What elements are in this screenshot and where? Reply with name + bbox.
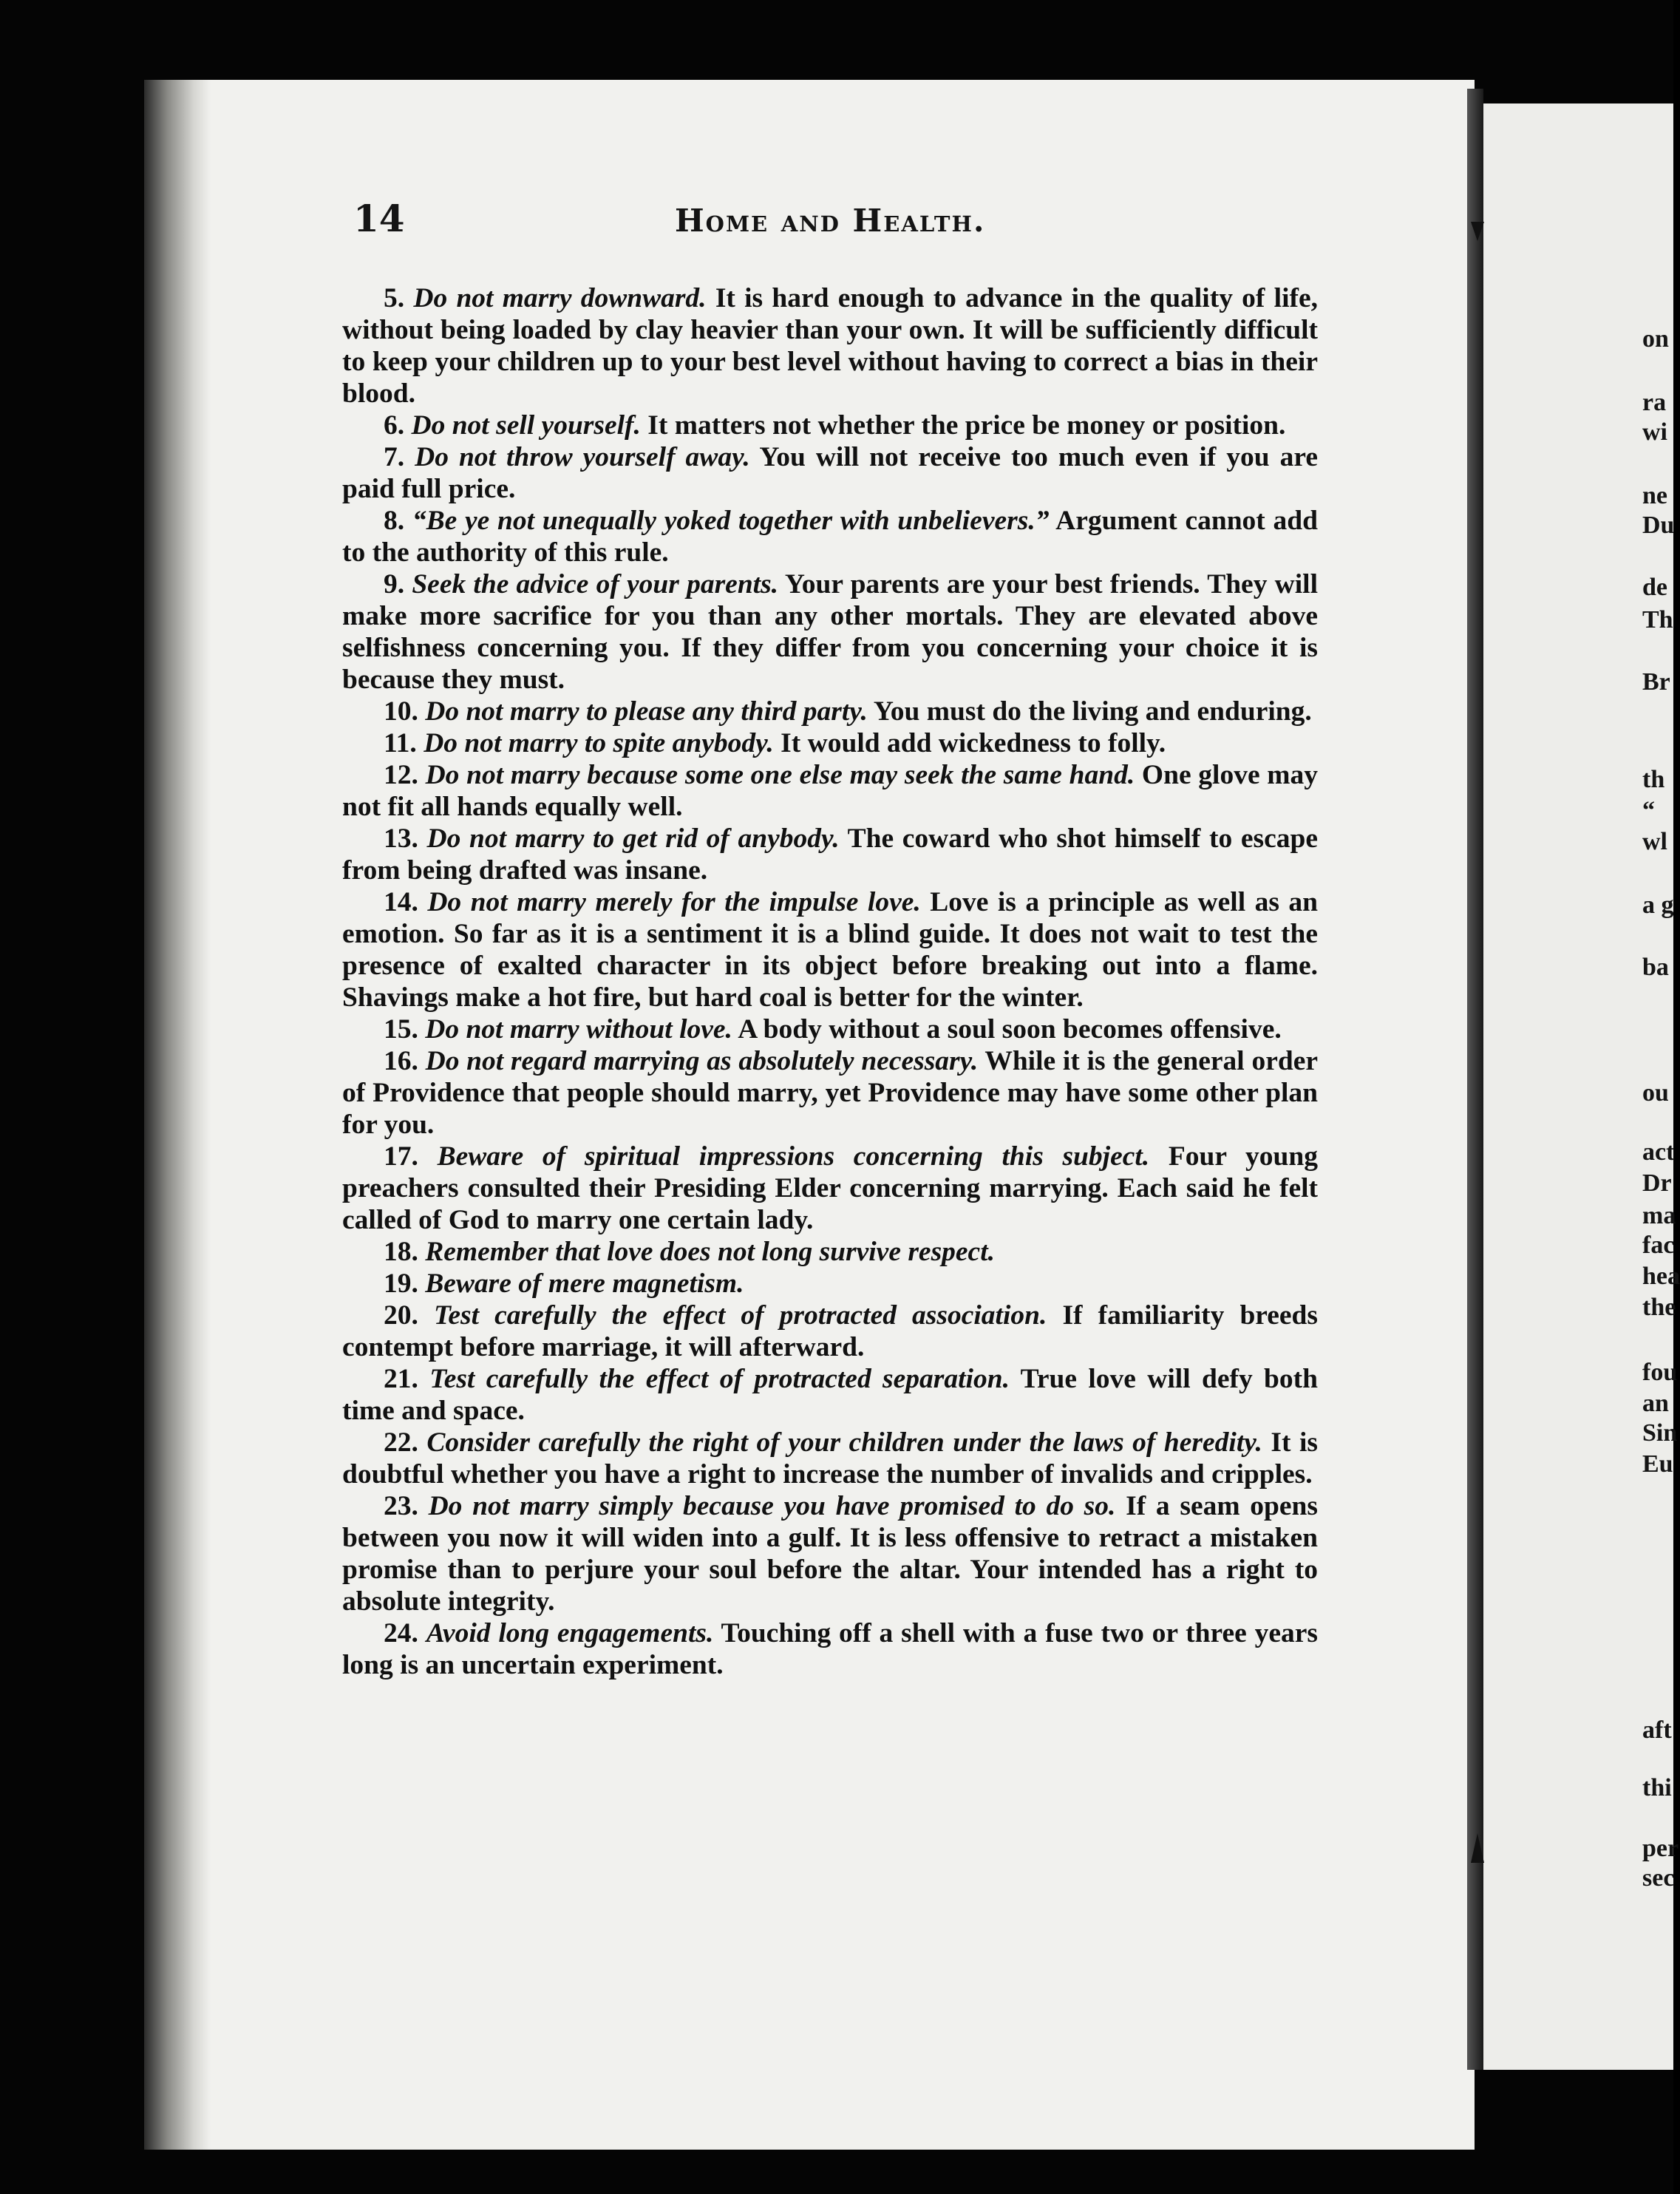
rule-paragraph bbox=[342, 410, 1318, 441]
rule-text: One glove may not fit all hands equally well. bbox=[342, 760, 1319, 822]
spine-marker bbox=[1471, 1833, 1484, 1863]
facing-page-fragment: a g bbox=[1642, 891, 1674, 919]
rule-number: 23. bbox=[384, 1491, 418, 1521]
rule-number: 10. bbox=[384, 696, 418, 727]
rule-heading: Test carefully the effect of protracted association. bbox=[433, 1300, 1047, 1331]
rule-paragraph bbox=[342, 1268, 1318, 1300]
rule-number: 17. bbox=[384, 1141, 418, 1172]
rule-paragraph bbox=[342, 1045, 1318, 1141]
rule-paragraph bbox=[342, 727, 1318, 759]
rule-text: If a seam opens between you now it will widen into a gulf. It is less offensive to retract a mistaken promise than to perjure your soul before the altar. Your intended has a right to absolute integrity. bbox=[342, 1491, 1318, 1617]
rule-text: You must do the living and enduring. bbox=[873, 696, 1312, 727]
rule-number: 22. bbox=[384, 1427, 418, 1458]
facing-page-fragment: ou bbox=[1642, 1079, 1669, 1107]
rule-text: It is hard enough to advance in the quality of life, without being loaded by clay heavier than your own. It will be sufficiently difficult to keep your children up to your best level without having to correct a bias in their blood. bbox=[342, 283, 1319, 409]
rule-number: 5. bbox=[384, 283, 405, 313]
rule-number: 18. bbox=[384, 1237, 418, 1267]
rule-text: Argument cannot add to the authority of this rule. bbox=[342, 506, 1318, 568]
rule-heading: Do not marry to spite anybody. bbox=[424, 728, 774, 758]
rule-paragraph bbox=[342, 886, 1318, 1013]
running-head: Home and Health. bbox=[675, 203, 986, 239]
rule-heading: Beware of mere magnetism. bbox=[425, 1268, 744, 1299]
facing-page-fragment: hea bbox=[1642, 1263, 1680, 1290]
rule-text: Four young preachers consulted their Presiding Elder concerning marrying. Each said he felt called of God to marry one certain lady. bbox=[342, 1141, 1318, 1235]
rule-heading: “Be ye not unequally yoked together with unbelievers.” bbox=[412, 506, 1050, 536]
facing-page-fragment: an bbox=[1642, 1390, 1669, 1417]
facing-page-fragment: act bbox=[1642, 1138, 1675, 1166]
facing-page-fragment: de bbox=[1642, 574, 1667, 601]
facing-page-fragment: Du bbox=[1642, 512, 1675, 539]
page-number: 14 bbox=[353, 197, 405, 240]
book-gutter bbox=[1467, 89, 1483, 2070]
facing-page-fragment: Br bbox=[1642, 668, 1670, 696]
facing-page-fragment: “ bbox=[1642, 797, 1655, 824]
facing-page-fragment: Eu bbox=[1642, 1450, 1673, 1478]
facing-page-fragment: Sin bbox=[1642, 1419, 1678, 1447]
rule-text: While it is the general order of Providence that people should marry, yet Providence may have some other plan for you. bbox=[342, 1046, 1318, 1140]
rule-paragraph bbox=[342, 1427, 1318, 1490]
facing-page-fragment: ra bbox=[1642, 389, 1667, 416]
rule-heading: Beware of spiritual impressions concerning this subject. bbox=[437, 1141, 1150, 1172]
rule-number: 8. bbox=[384, 506, 405, 536]
rule-text: You will not receive too much even if you are paid full price. bbox=[342, 442, 1319, 504]
rule-paragraph bbox=[342, 759, 1318, 823]
facing-page-fragment: Dr bbox=[1642, 1169, 1672, 1197]
rule-number: 11. bbox=[384, 728, 417, 758]
rule-paragraph bbox=[342, 1013, 1318, 1045]
rule-paragraph bbox=[342, 282, 1318, 410]
facing-page-fragment: Th bbox=[1642, 606, 1673, 634]
rule-text: A body without a soul soon becomes offensive. bbox=[738, 1014, 1282, 1045]
rule-text: It would add wickedness to folly. bbox=[781, 728, 1166, 758]
rule-heading: Do not marry because some one else may seek the same hand. bbox=[425, 760, 1135, 790]
page-header bbox=[353, 197, 1329, 248]
rule-text: True love will defy both time and space. bbox=[342, 1364, 1319, 1426]
rule-number: 14. bbox=[384, 887, 418, 917]
rule-number: 19. bbox=[384, 1268, 418, 1299]
rule-heading: Do not regard marrying as absolutely necessary. bbox=[425, 1046, 979, 1076]
rule-heading: Do not marry to please any third party. bbox=[425, 696, 868, 727]
rule-heading: Remember that love does not long survive respect. bbox=[425, 1237, 995, 1267]
rule-heading: Do not marry merely for the impulse love. bbox=[427, 887, 921, 917]
facing-page-fragment: fou bbox=[1642, 1359, 1678, 1386]
rule-number: 24. bbox=[384, 1618, 418, 1648]
rule-number: 9. bbox=[384, 569, 405, 600]
rule-heading: Consider carefully the right of your children under the laws of heredity. bbox=[426, 1427, 1262, 1458]
rule-heading: Avoid long engagements. bbox=[426, 1618, 714, 1648]
rule-heading: Do not marry without love. bbox=[425, 1014, 732, 1045]
rule-paragraph bbox=[342, 1363, 1318, 1427]
facing-page-fragment: fac bbox=[1642, 1232, 1675, 1259]
rule-heading: Do not marry downward. bbox=[413, 283, 707, 313]
rule-text: If familiarity breeds contempt before marriage, it will afterward. bbox=[342, 1300, 1319, 1362]
rule-number: 20. bbox=[384, 1300, 418, 1331]
rule-paragraph bbox=[342, 505, 1318, 568]
rule-paragraph bbox=[342, 1236, 1318, 1268]
rule-heading: Do not throw yourself away. bbox=[415, 442, 750, 472]
rule-number: 13. bbox=[384, 823, 418, 854]
facing-page-fragment: sec bbox=[1642, 1864, 1675, 1892]
facing-page-fragment: th bbox=[1642, 766, 1665, 793]
rule-number: 12. bbox=[384, 760, 418, 790]
facing-page-fragment: ne bbox=[1642, 482, 1667, 509]
rule-text: Your parents are your best friends. They will make more sacrifice for you than any other mortals. They are elevated above selfishness concerning you. If they differ from you concerning your choice it is because they must. bbox=[342, 569, 1318, 695]
rule-text: The coward who shot himself to escape from being drafted was insane. bbox=[342, 823, 1319, 886]
facing-page-fragment: thi bbox=[1642, 1774, 1672, 1801]
rule-heading: Seek the advice of your parents. bbox=[412, 569, 779, 600]
rule-paragraph bbox=[342, 1300, 1318, 1363]
facing-page-fragment: the bbox=[1642, 1294, 1676, 1321]
facing-page-fragment: aft bbox=[1642, 1716, 1672, 1744]
facing-page-fragment: ba bbox=[1642, 954, 1669, 981]
facing-page-fragment: wl bbox=[1642, 828, 1667, 855]
facing-page-text-fragments bbox=[1642, 0, 1680, 2194]
rules-list bbox=[342, 282, 1318, 1681]
rule-text: It matters not whether the price be money or position. bbox=[647, 410, 1286, 441]
rule-paragraph bbox=[342, 568, 1318, 696]
rule-number: 6. bbox=[384, 410, 405, 441]
rule-number: 7. bbox=[384, 442, 405, 472]
rule-number: 21. bbox=[384, 1364, 418, 1394]
rule-paragraph bbox=[342, 1141, 1318, 1236]
rule-heading: Do not sell yourself. bbox=[411, 410, 641, 441]
rule-number: 15. bbox=[384, 1014, 418, 1045]
rule-text: Touching off a shell with a fuse two or three years long is an uncertain experiment. bbox=[342, 1618, 1318, 1680]
rule-paragraph bbox=[342, 1617, 1318, 1681]
facing-page-fragment: on bbox=[1642, 325, 1669, 353]
rule-paragraph bbox=[342, 823, 1318, 886]
rule-text: It is doubtful whether you have a right to increase the number of invalids and cripples. bbox=[342, 1427, 1319, 1490]
rule-heading: Test carefully the effect of protracted separation. bbox=[429, 1364, 1010, 1394]
rule-paragraph bbox=[342, 441, 1318, 505]
facing-page-fragment: per bbox=[1642, 1835, 1679, 1862]
spine-marker bbox=[1471, 222, 1484, 241]
rule-number: 16. bbox=[384, 1046, 418, 1076]
rule-text: Love is a principle as well as an emotion. So far as it is a sentiment it is a blind guide. It does not wait to test the presence of exalted character in its object before breaking out into a flame. Shavings make a hot fire, but hard coal is better for the winter. bbox=[342, 887, 1319, 1013]
page-edge-shadow bbox=[144, 80, 211, 2150]
rule-heading: Do not marry simply because you have promised to do so. bbox=[428, 1491, 1116, 1521]
facing-page-fragment: ma bbox=[1642, 1202, 1676, 1229]
rule-paragraph bbox=[342, 696, 1318, 727]
facing-page-fragment: wi bbox=[1642, 418, 1667, 446]
rule-heading: Do not marry to get rid of anybody. bbox=[426, 823, 840, 854]
rule-paragraph bbox=[342, 1490, 1318, 1617]
